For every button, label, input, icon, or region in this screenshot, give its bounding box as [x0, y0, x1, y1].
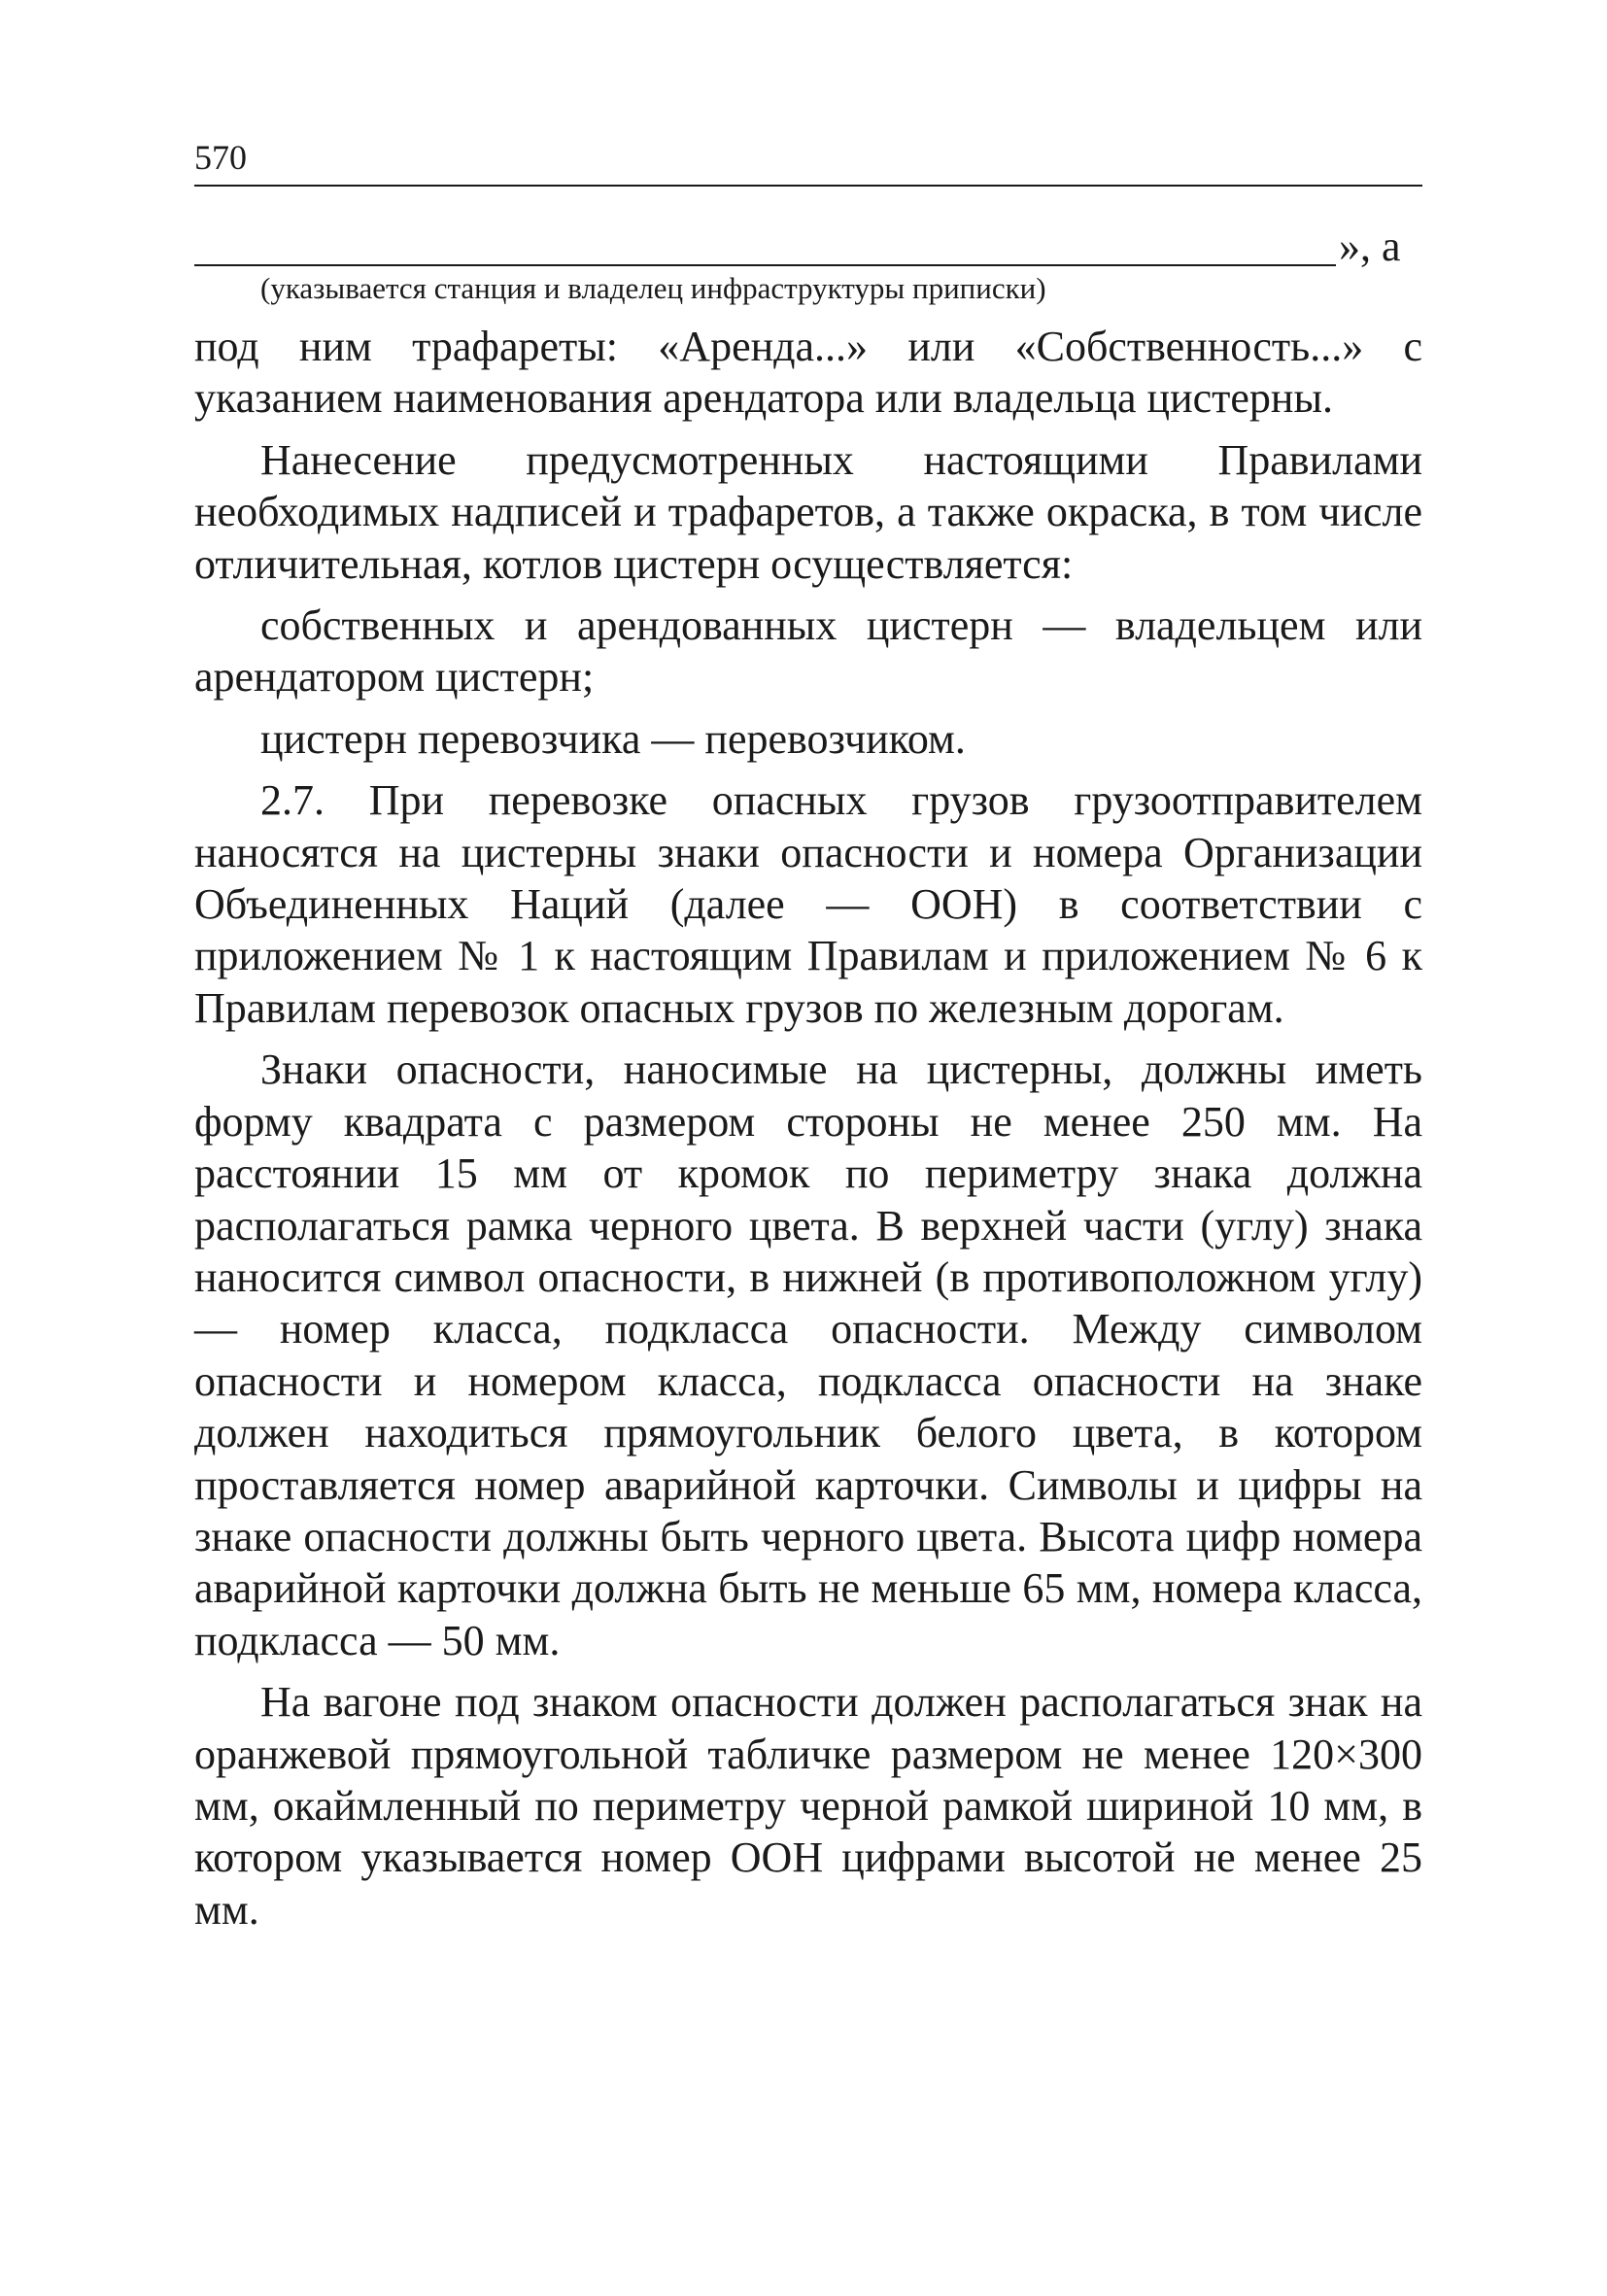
body-text: [194, 321, 1422, 1936]
paragraph: Знаки опасности, наносимые на цистерны, должны иметь форму квадрата с размером стороны не менее 250 мм. На расстоянии 15 мм от кромок по периметру знака должна располагаться рамка черного цвета. В верхней части (углу) знака наносится символ опасности, в нижней (в противоположном углу) — номер класса, подкласса опасности. Между символом опасности и номером класса, подкласса опасности на знаке должен находиться прямоугольник белого цвета, в котором проставляется номер аварийной карточки. Символы и цифры на знаке опасности должны быть черного цвета. Высота цифр номера аварийной карточки должна быть не меньше 65 мм, номера класса, подкласса — 50 мм.: [194, 1045, 1422, 1664]
paragraph: Нанесение предусмотренных настоящими Правилами необходимых надписей и трафаретов, а также окраска, в том числе отличительная, котлов цистерн осуществляется:: [194, 435, 1422, 588]
paragraph: 2.7. При перевозке опасных грузов грузоотправителем наносятся на цистерны знаки опасности и номера Организации Объединенных Наций (далее — ООН) в соответствии с приложением № 1 к настоящим Правилам и приложением № 6 к Правилам перевозок опасных грузов по железным дорогам.: [194, 776, 1422, 1032]
paragraph: под ним трафареты: «Аренда...» или «Собственность...» с указанием наименования арендатора или владельца цистерны.: [194, 323, 1422, 423]
fill-in-line-end: », а: [1339, 223, 1401, 270]
fill-in-line: [194, 264, 1336, 266]
page-number: 570: [194, 138, 247, 177]
header-rule: [194, 185, 1422, 187]
fill-in-caption: (указывается станция и владелец инфраструктуры приписки): [260, 271, 1046, 305]
paragraph: На вагоне под знаком опасности должен располагаться знак на оранжевой прямоугольной табличке размером не менее 120×300 мм, окаймленный по периметру черной рамкой шириной 10 мм, в котором указывается номер ООН цифрами высотой не менее 25 мм.: [194, 1678, 1422, 1934]
paragraph: собственных и арендованных цистерн — владельцем или арендатором цистерн;: [194, 601, 1422, 702]
paragraph: цистерн перевозчика — перевозчиком.: [260, 714, 966, 763]
